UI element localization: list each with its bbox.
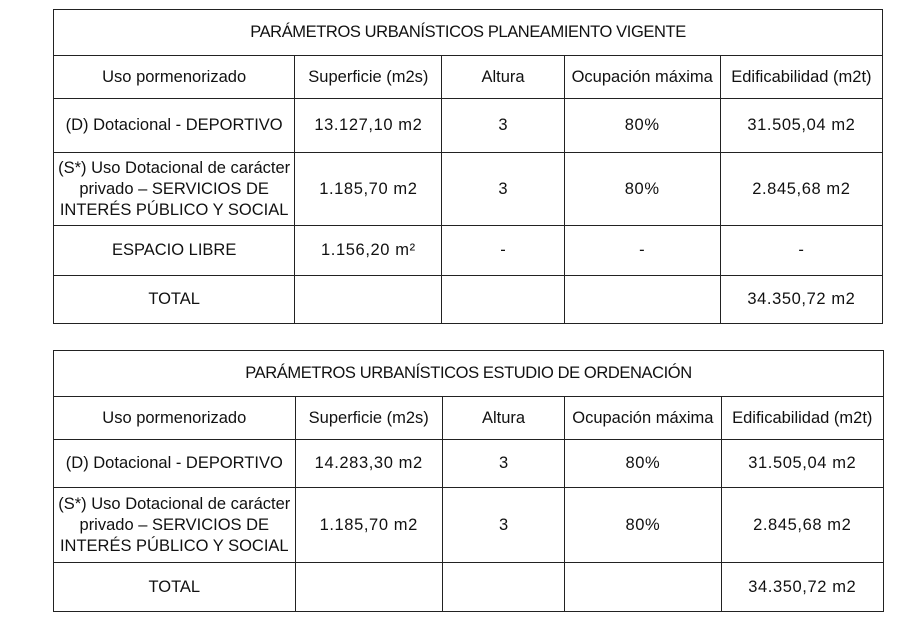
superficie-cell: 14.283,30 m2 <box>295 440 442 488</box>
uso-cell <box>54 488 296 563</box>
table-row <box>54 488 884 563</box>
header-row <box>54 56 883 99</box>
altura-cell: 3 <box>442 99 564 153</box>
edificabilidad-cell: 2.845,68 m2 <box>720 153 882 226</box>
ocupacion-cell <box>564 276 720 324</box>
altura-cell <box>442 563 564 612</box>
uso-line: privado – SERVICIOS DE <box>79 179 269 198</box>
edificabilidad-cell: 34.350,72 m2 <box>720 276 882 324</box>
ocupacion-cell: 80% <box>564 99 720 153</box>
uso-line: (D) Dotacional - DEPORTIVO <box>65 116 283 134</box>
header-cell: Altura <box>442 56 564 99</box>
table-title: PARÁMETROS URBANÍSTICOS ESTUDIO DE ORDENACIÓN <box>54 351 884 397</box>
edificabilidad-cell: 31.505,04 m2 <box>721 440 883 488</box>
edificabilidad-cell: 31.505,04 m2 <box>720 99 882 153</box>
uso-line: TOTAL <box>148 290 200 308</box>
edificabilidad-cell: 34.350,72 m2 <box>721 563 883 612</box>
altura-cell: - <box>442 226 564 276</box>
uso-line: INTERÉS PÚBLICO Y SOCIAL <box>59 200 289 219</box>
uso-line: privado – SERVICIOS DE <box>79 515 270 534</box>
altura-cell: 3 <box>442 440 564 488</box>
uso-cell <box>54 226 295 276</box>
ocupacion-cell <box>565 563 721 612</box>
table-planeamiento-vigente <box>53 9 883 324</box>
header-cell: Ocupación máxima <box>565 397 721 440</box>
superficie-cell: 13.127,10 m2 <box>295 99 442 153</box>
ocupacion-cell: 80% <box>565 488 721 563</box>
uso-cell <box>54 99 295 153</box>
header-cell: Uso pormenorizado <box>54 397 296 440</box>
ocupacion-cell: 80% <box>565 440 721 488</box>
table-row <box>54 440 884 488</box>
table-row <box>54 99 883 153</box>
header-cell: Edificabilidad (m2t) <box>720 56 882 99</box>
table-row-total <box>54 276 883 324</box>
uso-line: (D) Dotacional - DEPORTIVO <box>65 454 283 472</box>
altura-cell <box>442 276 564 324</box>
uso-line: (S*) Uso Dotacional de carácter <box>58 158 291 177</box>
header-cell: Uso pormenorizado <box>54 56 295 99</box>
header-cell: Superficie (m2s) <box>295 397 442 440</box>
superficie-cell: 1.156,20 m² <box>295 226 442 276</box>
header-cell: Altura <box>442 397 564 440</box>
uso-cell <box>54 276 295 324</box>
altura-cell: 3 <box>442 488 564 563</box>
uso-line: (S*) Uso Dotacional de carácter <box>58 494 291 513</box>
header-cell: Edificabilidad (m2t) <box>721 397 883 440</box>
altura-cell: 3 <box>442 153 564 226</box>
ocupacion-cell: 80% <box>564 153 720 226</box>
table-title: PARÁMETROS URBANÍSTICOS PLANEAMIENTO VIGENTE <box>54 10 883 56</box>
edificabilidad-cell: - <box>720 226 882 276</box>
uso-cell <box>54 153 295 226</box>
edificabilidad-cell: 2.845,68 m2 <box>721 488 883 563</box>
uso-cell <box>54 440 296 488</box>
uso-cell <box>54 563 296 612</box>
table-estudio-ordenacion <box>53 350 884 612</box>
superficie-cell <box>295 563 442 612</box>
uso-line: ESPACIO LIBRE <box>111 241 237 259</box>
ocupacion-cell: - <box>564 226 720 276</box>
header-cell: Superficie (m2s) <box>295 56 442 99</box>
uso-line: INTERÉS PÚBLICO Y SOCIAL <box>59 536 289 555</box>
superficie-cell: 1.185,70 m2 <box>295 488 442 563</box>
header-cell: Ocupación máxima <box>564 56 720 99</box>
superficie-cell: 1.185,70 m2 <box>295 153 442 226</box>
table-row-total <box>54 563 884 612</box>
header-row <box>54 397 884 440</box>
superficie-cell <box>295 276 442 324</box>
table-row <box>54 153 883 226</box>
uso-line: TOTAL <box>148 577 201 596</box>
table-row <box>54 226 883 276</box>
